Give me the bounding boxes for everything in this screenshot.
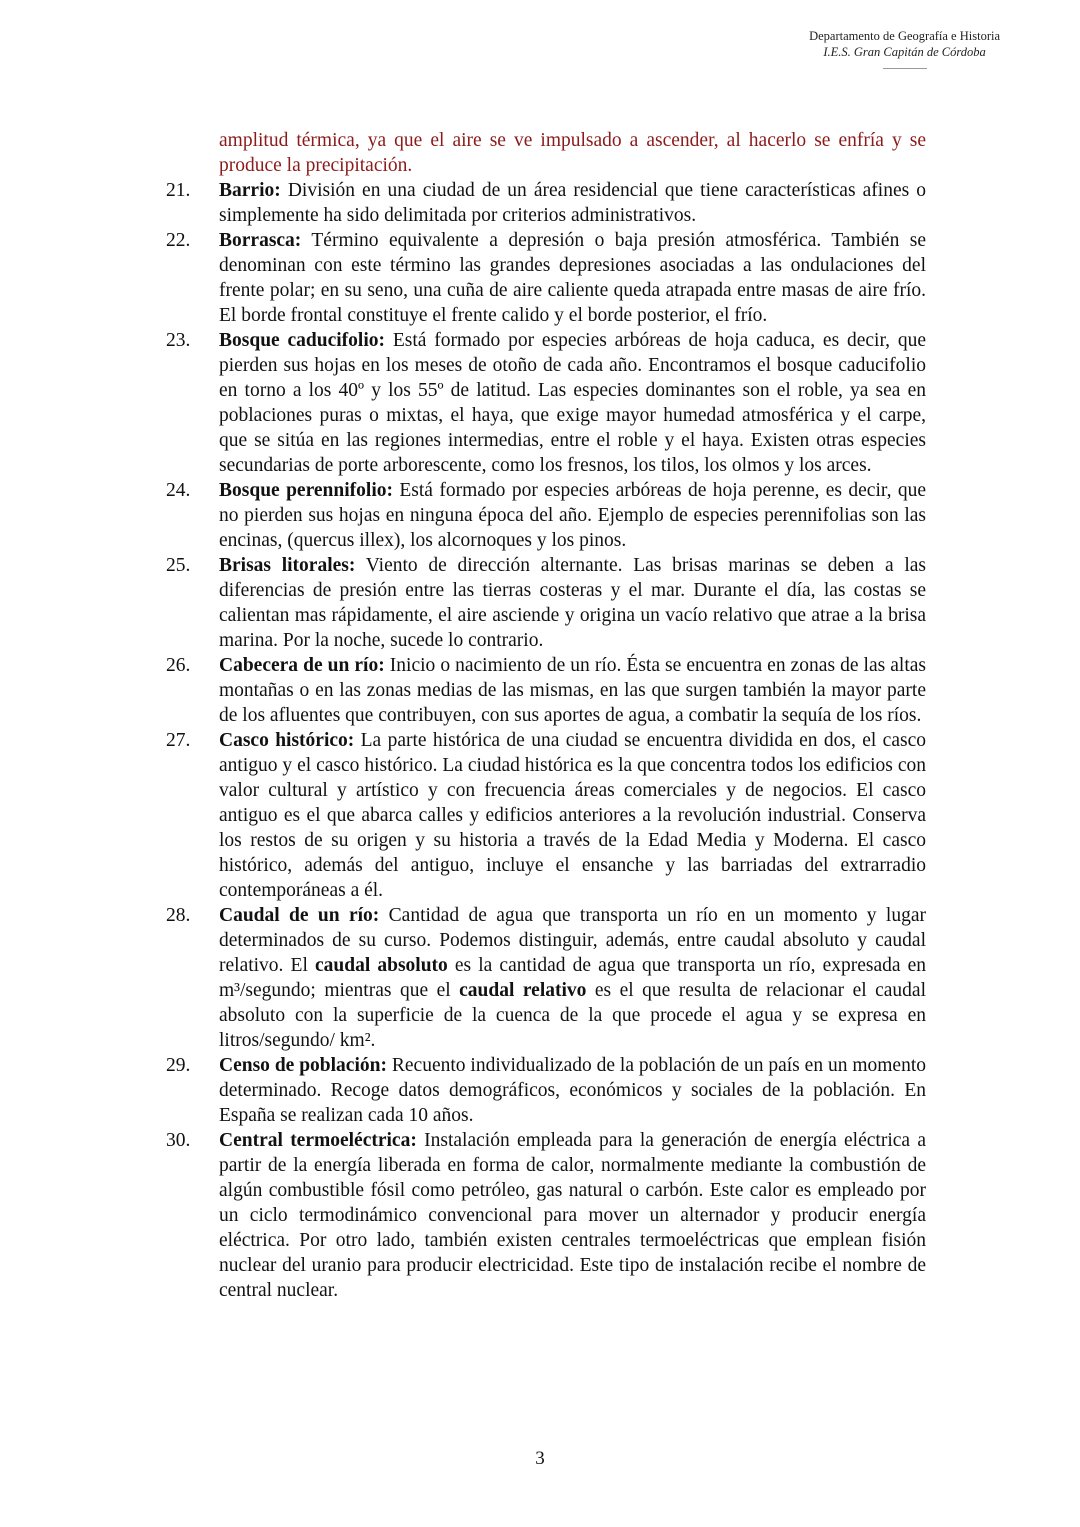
entry-term: Censo de población: — [219, 1055, 387, 1076]
glossary-entry-30 — [160, 1128, 926, 1303]
entry-number: 21. — [166, 180, 191, 201]
entry-definition: Inicio o nacimiento de un río. Ésta se encuentra en zonas de las altas montañas o en las zonas medias de las mismas, en las que surgen también la mayor parte de los afluentes que contribuyen, con sus aportes de agua, a combatir la sequía de los ríos. — [219, 655, 926, 726]
entry-definition: Está formado por especies arbóreas de hoja caduca, es decir, que pierden sus hojas en los meses de otoño de cada año. Encontramos el bosque caducifolio en torno a los 40º y los 55º de latitud. Las especies dominantes son el roble, ya sea en poblaciones puras o mixtas, el haya, que exige mayor humedad atmosférica y el carpe, que se sitúa en las regiones intermedias, entre el roble y el haya. Existen otras especies secundarias de porte arborescente, como los fresnos, los tilos, los olmos y los arces. — [219, 330, 926, 476]
glossary-entry-23 — [160, 328, 926, 478]
glossary-entry-27 — [160, 728, 926, 903]
entry-definition: División en una ciudad de un área residencial que tiene características afines o simplemente ha sido delimitada por criterios administrativos. — [219, 180, 927, 226]
entry-definition: Recuento individualizado de la población de un país en un momento determinado. Recoge datos demográficos, económicos y sociales de la población. En España se realizan cada 10 años. — [219, 1055, 927, 1126]
entry-term: Caudal de un río: — [219, 905, 380, 926]
entry-term: Central termoeléctrica: — [219, 1130, 417, 1151]
glossary-entry-29 — [160, 1053, 926, 1128]
entry-definition-part: Cantidad de agua que transporta un río en un momento y lugar determinados de su curso. Podemos distinguir, además, entre caudal absoluto y caudal relativo. El — [219, 905, 926, 976]
entry-term: Barrio: — [219, 180, 281, 201]
glossary-entry-21 — [160, 178, 926, 228]
entry-definition: Término equivalente a depresión o baja presión atmosférica. También se denominan con este término las grandes depresiones asociadas a las ondulaciones del frente polar; en su seno, una cuña de aire caliente queda atrapada entre masas de aire frío. El borde frontal constituye el frente calido y el borde posterior, el frío. — [219, 230, 926, 326]
institution-name: I.E.S. Gran Capitán de Córdoba — [823, 45, 986, 59]
entry-number: 26. — [166, 655, 191, 676]
continuation-text: amplitud térmica, ya que el aire se ve impulsado a ascender, al hacerlo se enfría y se produce la precipitación. — [219, 130, 926, 176]
entry-number: 23. — [166, 330, 191, 351]
emphasis-caudal-absoluto: caudal absoluto — [314, 955, 448, 976]
entry-term: Casco histórico: — [219, 730, 355, 751]
entry-term: Cabecera de un río: — [219, 655, 385, 676]
glossary-entry-22 — [160, 228, 926, 328]
entry-number: 24. — [166, 480, 191, 501]
page-header — [809, 28, 1000, 69]
entry-number: 22. — [166, 230, 191, 251]
department-name: Departamento de Geografía e Historia — [809, 29, 1000, 43]
entry-term: Bosque caducifolio: — [219, 330, 385, 351]
entry-number: 28. — [166, 905, 191, 926]
emphasis-caudal-relativo: caudal relativo — [459, 980, 587, 1001]
header-divider — [883, 68, 927, 69]
entry-definition: Está formado por especies arbóreas de hoja perenne, es decir, que no pierden sus hojas en ninguna época del año. Ejemplo de especies perennifolias son las encinas, (quercus illex), los alcornoques y los pinos. — [219, 480, 927, 551]
entry-definition: La parte histórica de una ciudad se encuentra dividida en dos, el casco antiguo y el casco histórico. La ciudad histórica es la que concentra todos los edificios con valor cultural y artístico y con frecuencia áreas comerciales y de negocios. El casco antiguo es el que abarca calles y edificios anteriores a la revolución industrial. Conserva los restos de su origen y su historia a través de la Edad Media y Moderna. El casco histórico, además del antiguo, incluye el ensanche y las barriadas del extrarradio contemporáneas a él. — [219, 730, 926, 901]
entry-definition-part: es la cantidad de agua que transporta un río, expresada en m³/segundo; mientras que el — [219, 955, 927, 1001]
entry-number: 27. — [166, 730, 191, 751]
glossary-entry-25 — [160, 553, 926, 653]
entry-number: 30. — [166, 1130, 191, 1151]
entry-term: Borrasca: — [219, 230, 302, 251]
entry-definition: Instalación empleada para la generación de energía eléctrica a partir de la energía liberada en forma de calor, normalmente mediante la combustión de algún combustible fósil como petróleo, gas natural o carbón. Este calor es empleado por un ciclo termodinámico convencional para mover un alternador y producir energía eléctrica. Por otro lado, también existen centrales termoeléctricas que emplean fisión nuclear del uranio para producir electricidad. Este tipo de instalación recibe el nombre de central nuclear. — [219, 1130, 926, 1301]
entry-term: Bosque perennifolio: — [219, 480, 393, 501]
entry-definition: Viento de dirección alternante. Las brisas marinas se deben a las diferencias de presión entre las tierras costeras y el mar. Durante el día, las costas se calientan mas rápidamente, el aire asciende y origina un vacío relativo que atrae a la brisa marina. Por la noche, sucede lo contrario. — [219, 555, 927, 651]
glossary-entry-28 — [160, 903, 926, 1053]
entry-number: 25. — [166, 555, 191, 576]
entry-term: Brisas litorales: — [219, 555, 356, 576]
entry-definition-part: es el que resulta de relacionar el caudal absoluto con la superficie de la cuenca de la que procede el agua y se expresa en litros/segundo/ km². — [219, 980, 926, 1051]
glossary-content — [160, 128, 926, 1303]
entry-number: 29. — [166, 1055, 191, 1076]
glossary-entry-26 — [160, 653, 926, 728]
glossary-entry-24 — [160, 478, 926, 553]
page-number: 3 — [535, 1448, 545, 1469]
